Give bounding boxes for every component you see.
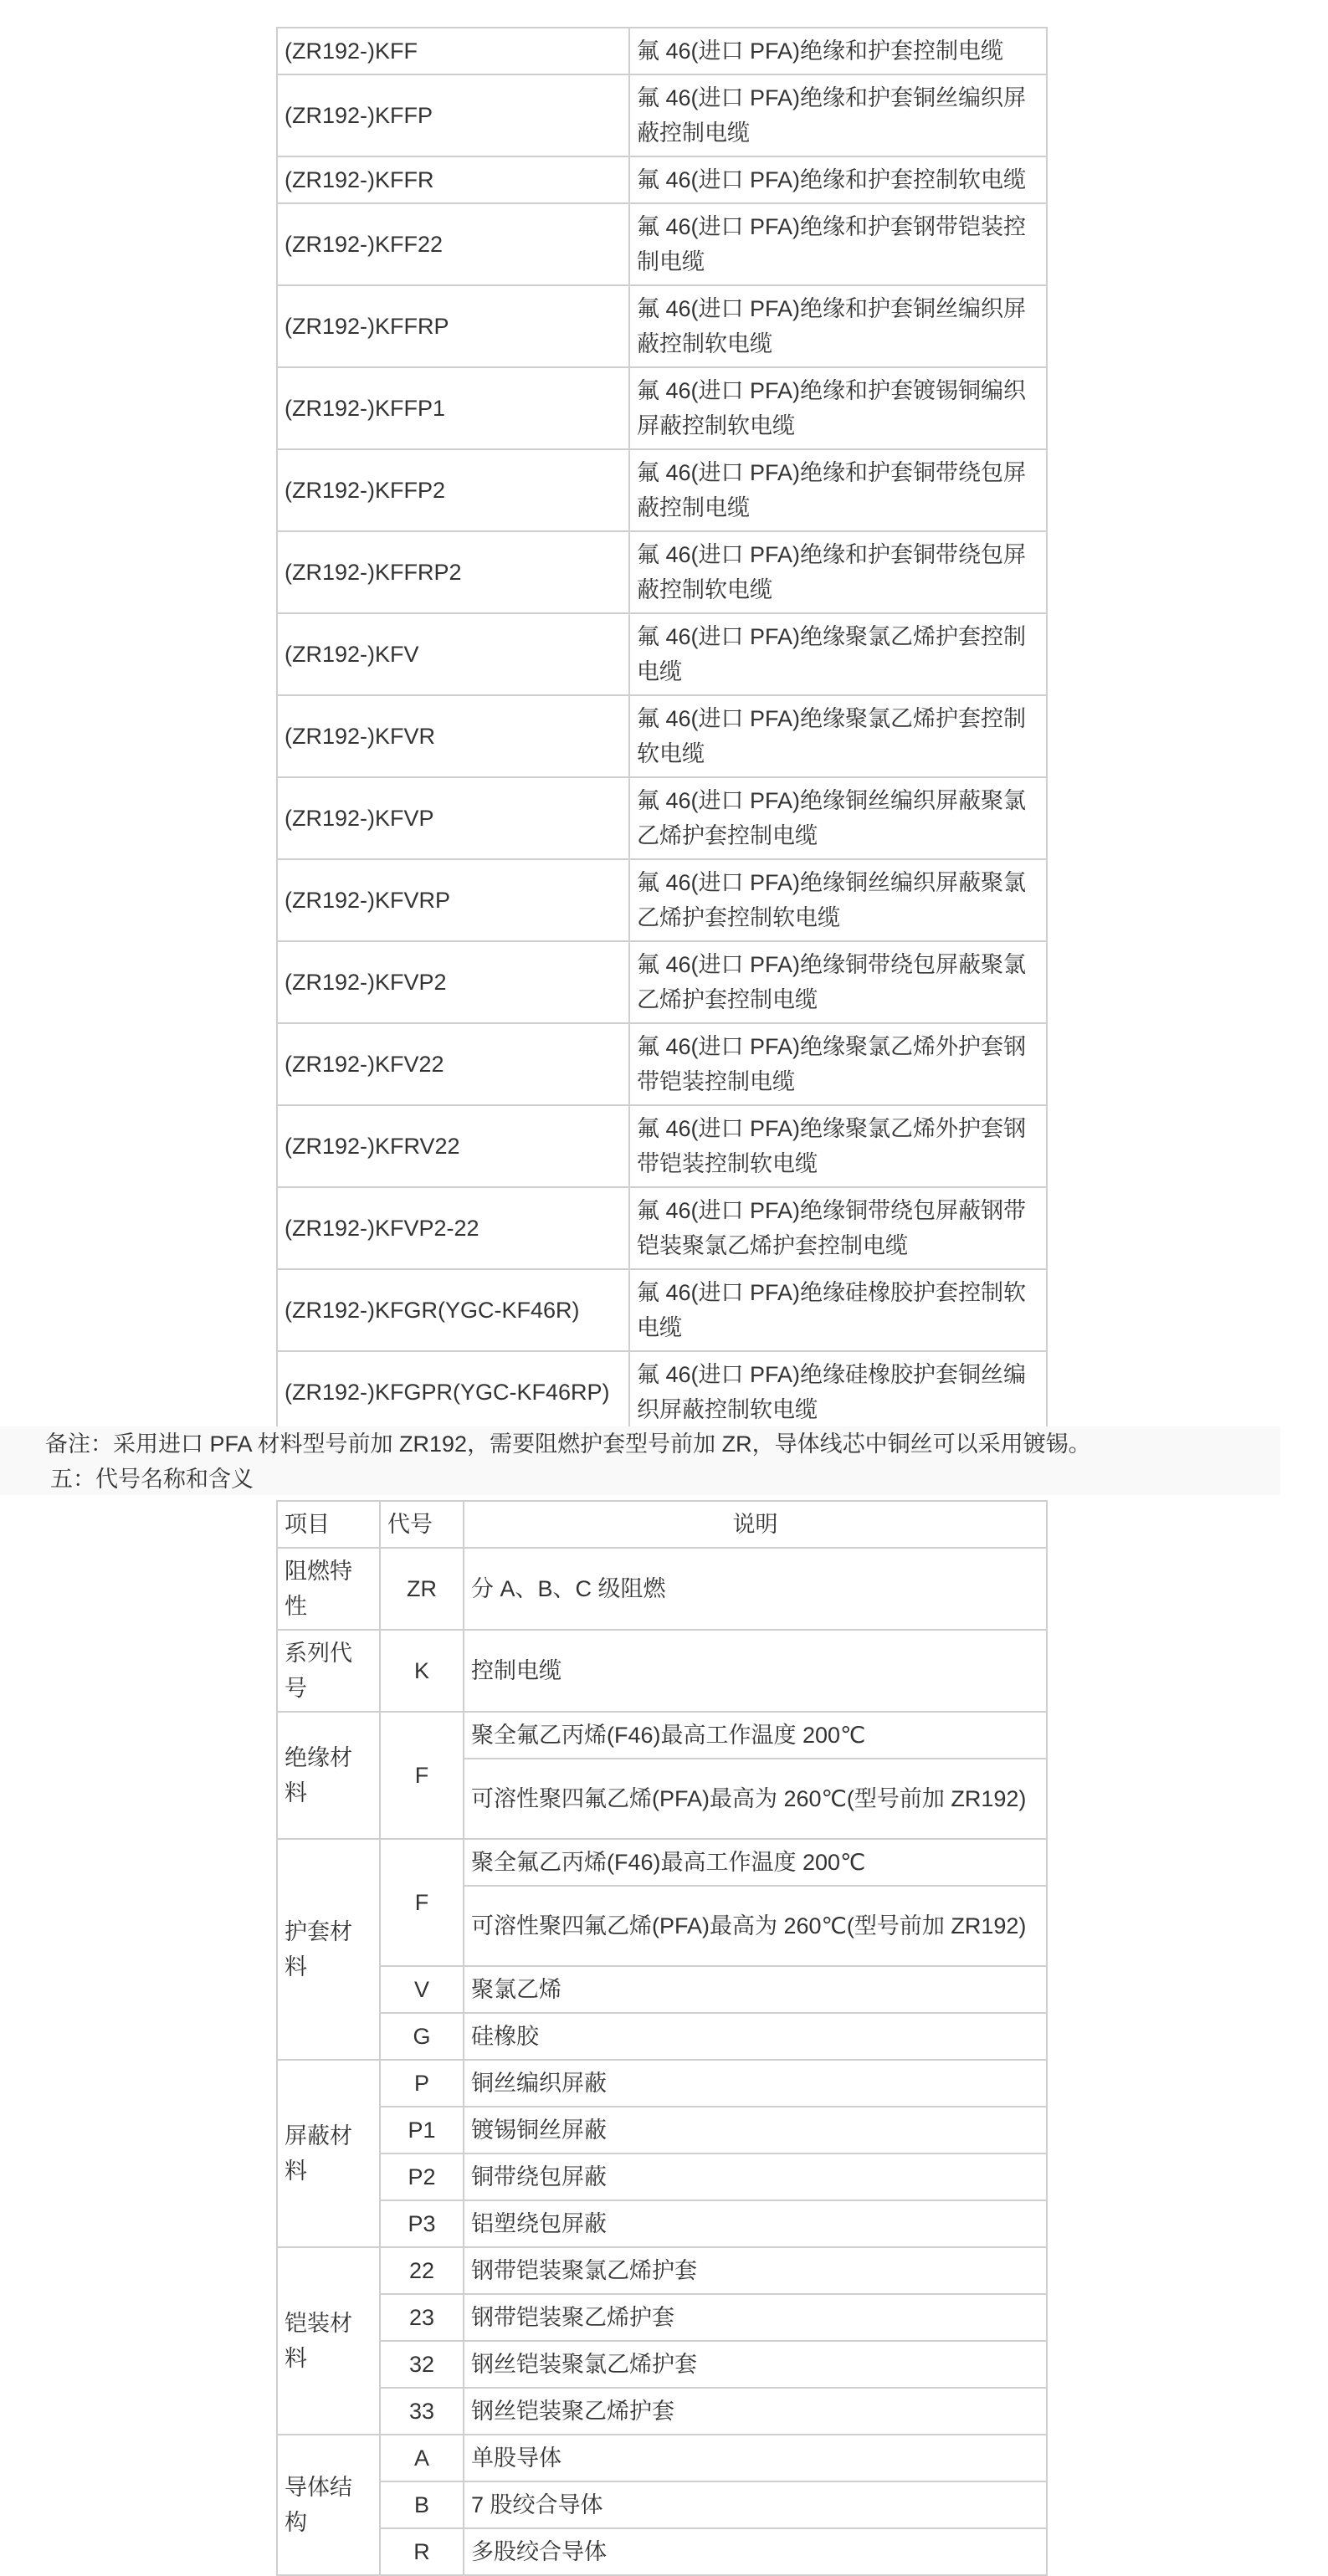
- model-code: (ZR192-)KFVRP: [277, 859, 629, 941]
- description-cell: 分 A、B、C 级阻燃: [464, 1548, 1047, 1630]
- description-cell: 聚全氟乙丙烯(F46)最高工作温度 200℃: [464, 1712, 1047, 1759]
- table-row: [277, 1630, 1047, 1712]
- table-row: [277, 1351, 1047, 1433]
- model-code: (ZR192-)KFGR(YGC-KF46R): [277, 1269, 629, 1351]
- model-code: (ZR192-)KFVP2: [277, 941, 629, 1023]
- item-cell: 导体结构: [277, 2435, 380, 2575]
- section-heading: 五：代号名称和含义: [50, 1467, 254, 1492]
- model-code: (ZR192-)KFFRP: [277, 285, 629, 367]
- description-cell: 铜丝编织屏蔽: [464, 2060, 1047, 2107]
- description-cell: 聚氯乙烯: [464, 1966, 1047, 2013]
- table-row: [277, 367, 1047, 449]
- table-header-row: [277, 1501, 1047, 1548]
- table-row: [277, 2388, 1047, 2435]
- code-cell: B: [380, 2481, 464, 2528]
- code-cell: F: [380, 1839, 464, 1966]
- description-cell: 铜带绕包屏蔽: [464, 2153, 1047, 2200]
- model-description: 氟 46(进口 PFA)绝缘和护套控制软电缆: [629, 156, 1047, 203]
- table-row: [277, 859, 1047, 941]
- table-row: [277, 1187, 1047, 1269]
- code-cell: G: [380, 2013, 464, 2060]
- code-meaning-table: [276, 1500, 1048, 2576]
- description-cell: 可溶性聚四氟乙烯(PFA)最高为 260℃(型号前加 ZR192): [464, 1759, 1047, 1839]
- item-cell: 护套材料: [277, 1839, 380, 2060]
- table-row: [277, 2247, 1047, 2294]
- table-row: [277, 613, 1047, 695]
- item-cell: 铠装材料: [277, 2247, 380, 2435]
- model-description: 氟 46(进口 PFA)绝缘铜丝编织屏蔽聚氯乙烯护套控制电缆: [629, 777, 1047, 859]
- code-cell: A: [380, 2435, 464, 2481]
- model-description: 氟 46(进口 PFA)绝缘硅橡胶护套控制软电缆: [629, 1269, 1047, 1351]
- model-code: (ZR192-)KFRV22: [277, 1105, 629, 1187]
- description-cell: 铝塑绕包屏蔽: [464, 2200, 1047, 2247]
- model-code: (ZR192-)KFFRP2: [277, 531, 629, 613]
- model-code: (ZR192-)KFVP2-22: [277, 1187, 629, 1269]
- header-code: 代号: [380, 1501, 464, 1548]
- code-cell: 23: [380, 2294, 464, 2341]
- model-description: 氟 46(进口 PFA)绝缘聚氯乙烯护套控制电缆: [629, 613, 1047, 695]
- description-cell: 镀锡铜丝屏蔽: [464, 2107, 1047, 2153]
- table-row: [277, 2153, 1047, 2200]
- table-row: [277, 203, 1047, 285]
- model-description: 氟 46(进口 PFA)绝缘铜带绕包屏蔽钢带铠装聚氯乙烯护套控制电缆: [629, 1187, 1047, 1269]
- model-description: 氟 46(进口 PFA)绝缘和护套铜丝编织屏蔽控制软电缆: [629, 285, 1047, 367]
- note-text: 备注：采用进口 PFA 材料型号前加 ZR192，需要阻燃护套型号前加 ZR，导体线芯中铜丝可以采用镀锡。: [45, 1431, 1091, 1457]
- code-cell: P2: [380, 2153, 464, 2200]
- table-row: [277, 285, 1047, 367]
- model-code: (ZR192-)KFFR: [277, 156, 629, 203]
- description-cell: 钢丝铠装聚乙烯护套: [464, 2388, 1047, 2435]
- item-cell: 绝缘材料: [277, 1712, 380, 1839]
- description-cell: 硅橡胶: [464, 2013, 1047, 2060]
- model-description: 氟 46(进口 PFA)绝缘和护套镀锡铜编织屏蔽控制软电缆: [629, 367, 1047, 449]
- model-code: (ZR192-)KFGPR(YGC-KF46RP): [277, 1351, 629, 1433]
- model-description: 氟 46(进口 PFA)绝缘聚氯乙烯外护套钢带铠装控制软电缆: [629, 1105, 1047, 1187]
- item-cell: 屏蔽材料: [277, 2060, 380, 2247]
- model-table: [276, 27, 1048, 1434]
- code-cell: P: [380, 2060, 464, 2107]
- model-description: 氟 46(进口 PFA)绝缘和护套铜带绕包屏蔽控制软电缆: [629, 531, 1047, 613]
- code-cell: V: [380, 1966, 464, 2013]
- model-code: (ZR192-)KFF: [277, 28, 629, 74]
- description-cell: 可溶性聚四氟乙烯(PFA)最高为 260℃(型号前加 ZR192): [464, 1886, 1047, 1966]
- model-code: (ZR192-)KFF22: [277, 203, 629, 285]
- table-row: [277, 1712, 1047, 1759]
- model-description: 氟 46(进口 PFA)绝缘硅橡胶护套铜丝编织屏蔽控制软电缆: [629, 1351, 1047, 1433]
- code-cell: R: [380, 2528, 464, 2575]
- item-cell: 阻燃特性: [277, 1548, 380, 1630]
- code-cell: F: [380, 1712, 464, 1839]
- description-cell: 控制电缆: [464, 1630, 1047, 1712]
- table-row: [277, 2481, 1047, 2528]
- description-cell: 钢带铠装聚乙烯护套: [464, 2294, 1047, 2341]
- table-row: [277, 2013, 1047, 2060]
- table-row: [277, 74, 1047, 156]
- table-row: [277, 2294, 1047, 2341]
- table-row: [277, 1839, 1047, 1886]
- description-cell: 聚全氟乙丙烯(F46)最高工作温度 200℃: [464, 1839, 1047, 1886]
- note-section: [0, 1426, 1280, 1495]
- code-cell: 33: [380, 2388, 464, 2435]
- description-cell: 钢丝铠装聚氯乙烯护套: [464, 2341, 1047, 2388]
- table-row: [277, 695, 1047, 777]
- table-row: [277, 2528, 1047, 2575]
- table-row: [277, 2060, 1047, 2107]
- model-description: 氟 46(进口 PFA)绝缘铜带绕包屏蔽聚氯乙烯护套控制电缆: [629, 941, 1047, 1023]
- table-row: [277, 1023, 1047, 1105]
- model-description: 氟 46(进口 PFA)绝缘和护套铜带绕包屏蔽控制电缆: [629, 449, 1047, 531]
- code-cell: P3: [380, 2200, 464, 2247]
- description-cell: 单股导体: [464, 2435, 1047, 2481]
- table-row: [277, 2341, 1047, 2388]
- description-cell: 钢带铠装聚氯乙烯护套: [464, 2247, 1047, 2294]
- header-description: 说明: [464, 1501, 1047, 1548]
- table-row: [277, 777, 1047, 859]
- model-description: 氟 46(进口 PFA)绝缘聚氯乙烯护套控制软电缆: [629, 695, 1047, 777]
- model-code: (ZR192-)KFFP1: [277, 367, 629, 449]
- table-row: [277, 2107, 1047, 2153]
- header-item: 项目: [277, 1501, 380, 1548]
- model-code: (ZR192-)KFFP: [277, 74, 629, 156]
- model-code: (ZR192-)KFVR: [277, 695, 629, 777]
- table-row: [277, 1966, 1047, 2013]
- code-cell: 32: [380, 2341, 464, 2388]
- description-cell: 7 股绞合导体: [464, 2481, 1047, 2528]
- item-cell: 系列代号: [277, 1630, 380, 1712]
- table-row: [277, 2435, 1047, 2481]
- model-description: 氟 46(进口 PFA)绝缘聚氯乙烯外护套钢带铠装控制电缆: [629, 1023, 1047, 1105]
- code-cell: P1: [380, 2107, 464, 2153]
- table-row: [277, 28, 1047, 74]
- table-row: [277, 531, 1047, 613]
- code-cell: K: [380, 1630, 464, 1712]
- table-row: [277, 1548, 1047, 1630]
- table-row: [277, 1269, 1047, 1351]
- code-cell: ZR: [380, 1548, 464, 1630]
- table-row: [277, 2200, 1047, 2247]
- table-row: [277, 449, 1047, 531]
- model-description: 氟 46(进口 PFA)绝缘铜丝编织屏蔽聚氯乙烯护套控制软电缆: [629, 859, 1047, 941]
- model-code: (ZR192-)KFFP2: [277, 449, 629, 531]
- model-description: 氟 46(进口 PFA)绝缘和护套铜丝编织屏蔽控制电缆: [629, 74, 1047, 156]
- model-description: 氟 46(进口 PFA)绝缘和护套钢带铠装控制电缆: [629, 203, 1047, 285]
- model-code: (ZR192-)KFV: [277, 613, 629, 695]
- model-code: (ZR192-)KFV22: [277, 1023, 629, 1105]
- model-description: 氟 46(进口 PFA)绝缘和护套控制电缆: [629, 28, 1047, 74]
- model-code: (ZR192-)KFVP: [277, 777, 629, 859]
- table-row: [277, 941, 1047, 1023]
- table-row: [277, 156, 1047, 203]
- description-cell: 多股绞合导体: [464, 2528, 1047, 2575]
- code-cell: 22: [380, 2247, 464, 2294]
- table-row: [277, 1105, 1047, 1187]
